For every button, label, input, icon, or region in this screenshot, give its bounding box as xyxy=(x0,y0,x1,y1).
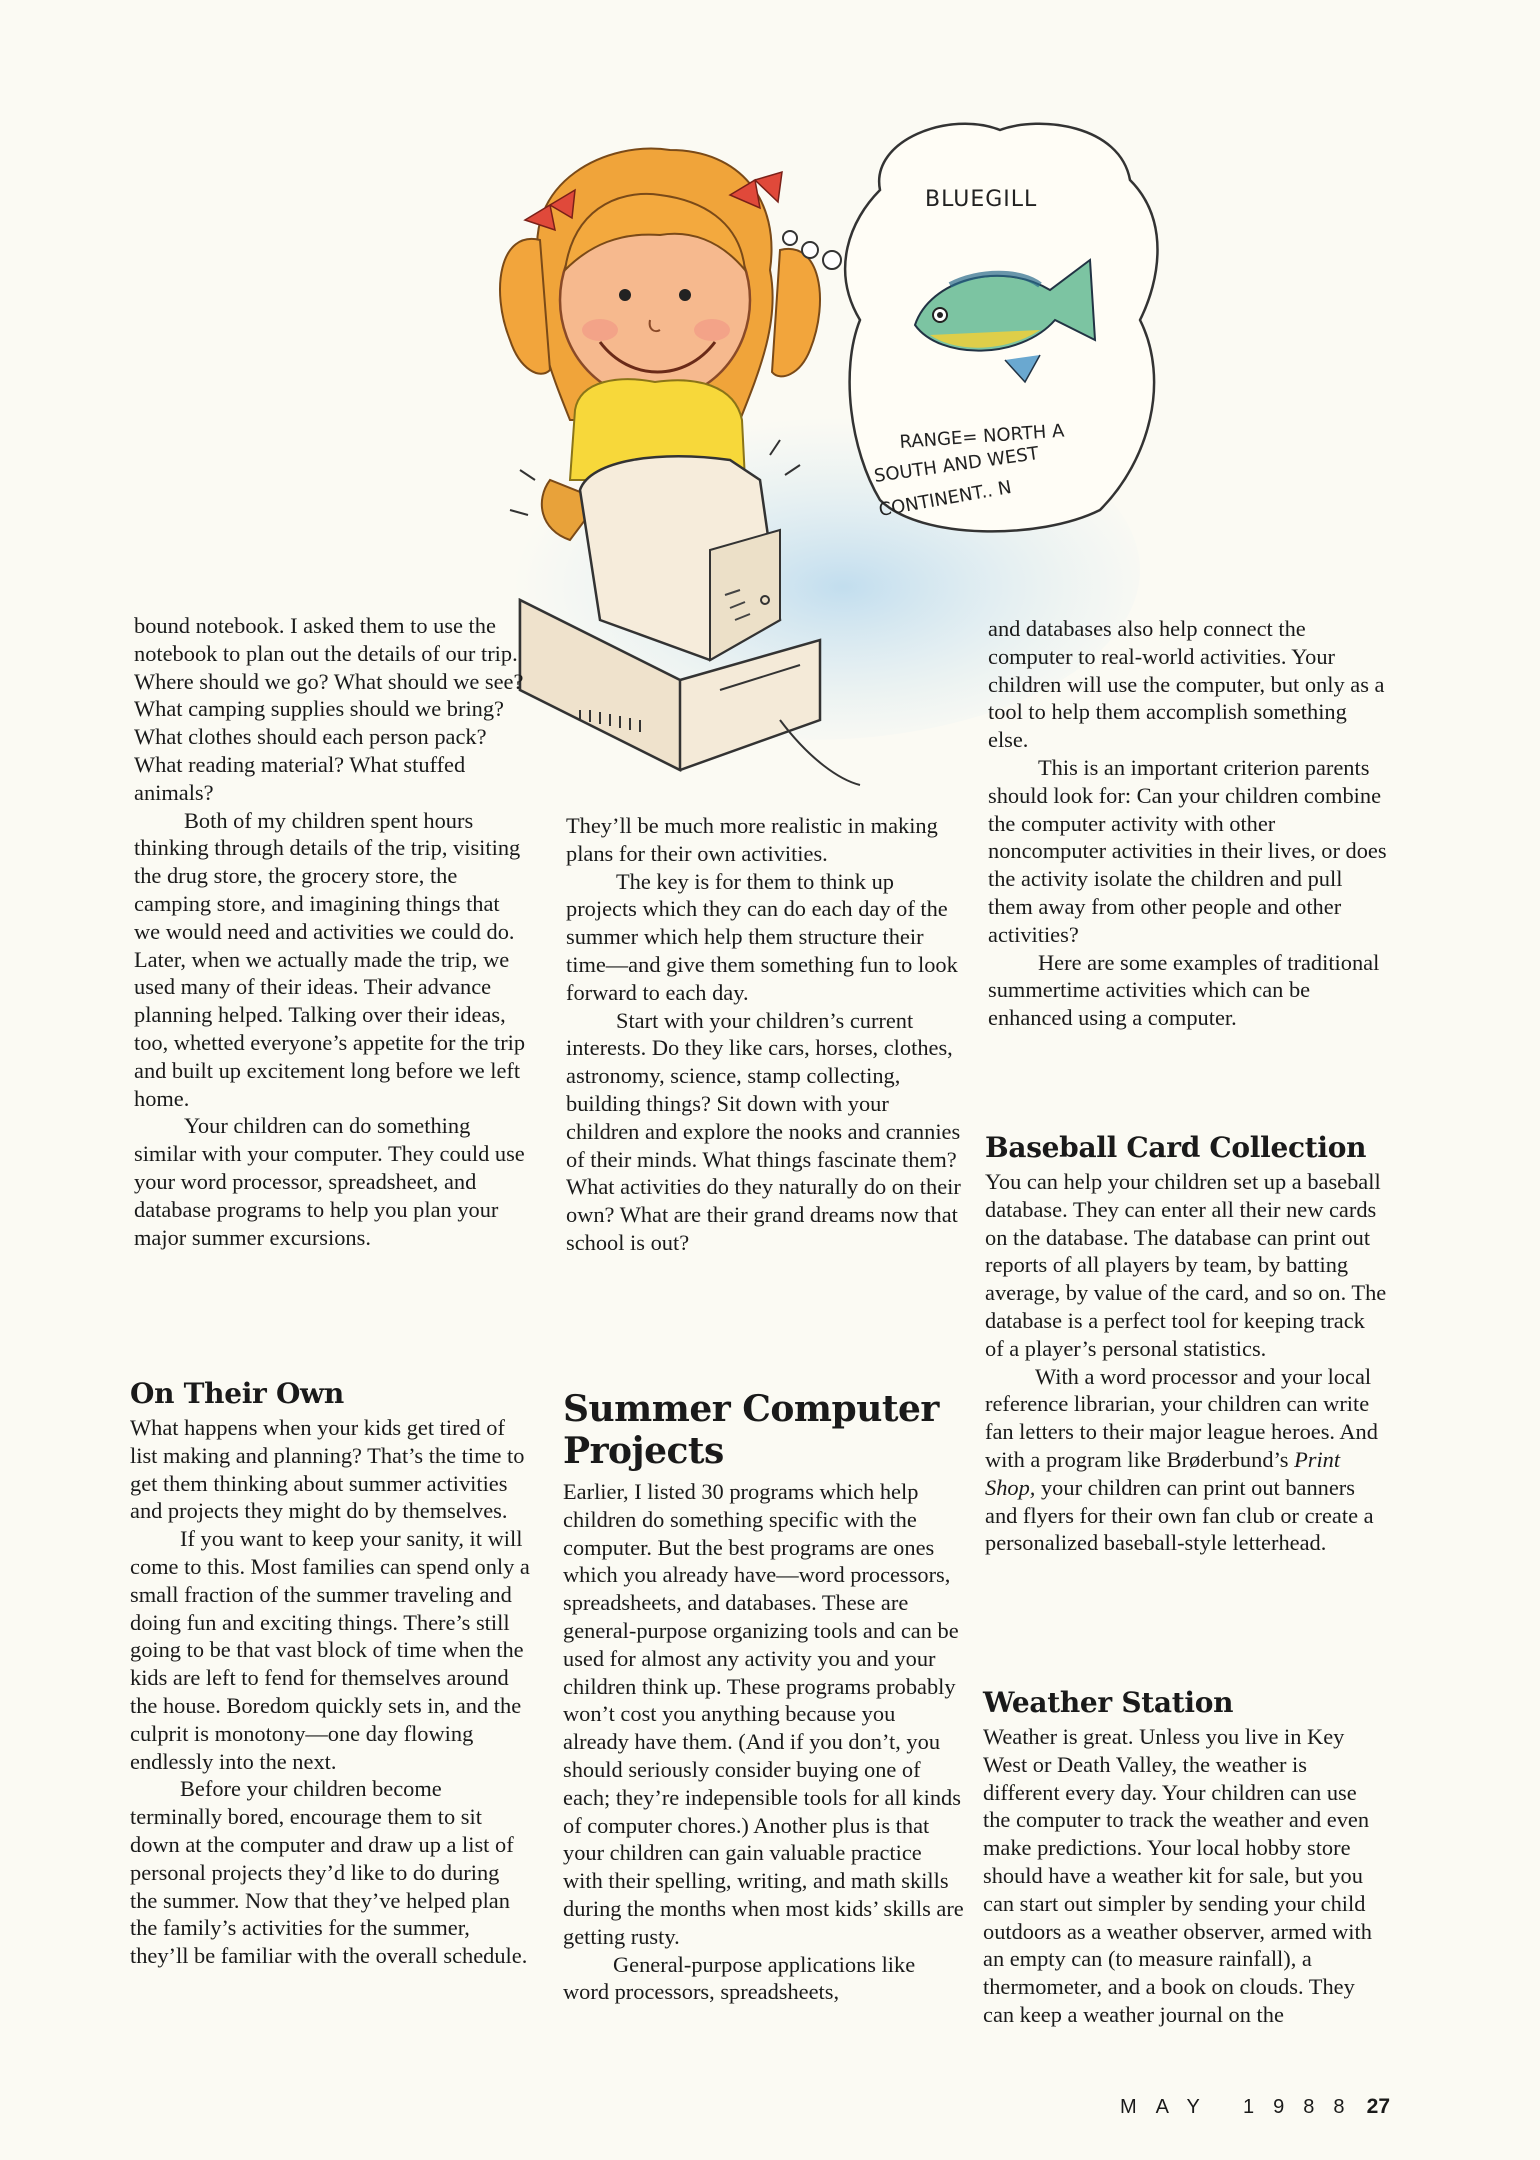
paragraph: Your children can do something similar with your computer. They could use your word processor, spreadsheet, and database programs to help you plan your major summer excursions. xyxy=(134,1113,525,1250)
paragraph: Both of my children spent hours thinking through details of the trip, visiting the drug store, the grocery store, the camping store, and imagining things that we would need and activities we could do. Later, when we actually made the trip, we used many of their ideas. Their advance planning helped. Talking over their ideas, too, whetted everyone’s appetite for the trip and built up excitement long before we left home. xyxy=(134,807,526,1111)
paragraph: If you want to keep your sanity, it will come to this. Most families can spend only a small fraction of the summer traveling and doing fun and exciting things. There’s still going to be that vast block of time when the kids are left to fend for themselves around the house. Boredom quickly sets in, and the culprit is monotony—one day flowing endlessly into the next. xyxy=(130,1526,530,1774)
paragraph: Earlier, I listed 30 programs which help children do something specific with the computer. But the best programs are ones which you already have—word processors, spreadsheets, and databases. These are general-purpose organizing tools and can be used for almost any activity you and your children think up. These programs probably won’t cost you anything because you already have them. (And if you don’t, you should seriously consider buying one of each; they’re indepensible tools for all kinds of computer chores.) Another plus is that your children can gain valuable practice with their spelling, writing, and math skills during the months when most kids’ skills are getting rusty. xyxy=(563,1479,964,1949)
paragraph: What happens when your kids get tired of list making and planning? That’s the time to get them thinking about summer activities and projects they might do by themselves. xyxy=(130,1415,525,1524)
column-3-section-weather xyxy=(983,1687,1389,2029)
paragraph: The key is for them to think up projects which they can do each day of the summer which help them structure their time—and give them something fun to look forward to each day. xyxy=(566,868,958,1005)
column-2 xyxy=(566,812,962,1257)
bubble-line-1: RANGE= NORTH A xyxy=(898,420,1066,453)
paragraph: Before your children become terminally bored, encourage them to sit down at the computer and draw up a list of personal projects they’d like to do during the summer. Now that they’ve helped plan the family’s activities for the summer, they’ll be familiar with the overall schedule. xyxy=(130,1776,528,1969)
column-1-section xyxy=(130,1378,532,1970)
column-1 xyxy=(134,612,528,1251)
paragraph: bound notebook. I asked them to use the notebook to plan out the details of our trip. Where should we go? What should we see? What camping supplies should we bring? What clothes should each person pack? What reading material? What stuffed animals? xyxy=(134,613,524,805)
print-shop-title: Print Shop, xyxy=(985,1446,1341,1500)
column-3 xyxy=(988,615,1388,1032)
paragraph: and databases also help connect the computer to real-world activities. Your children will use the computer, but only as a tool to help them accomplish something else. xyxy=(988,616,1385,753)
bubble-line-3: CONTINENT.. N xyxy=(877,476,1014,521)
paragraph: General-purpose applications like word processors, spreadsheets, xyxy=(563,1951,916,2005)
paragraph: With a word processor and your local reference librarian, your children can write fan letters to their major league heroes. And with a program like Brøderbund’s Print Shop, your children can print out banners and flyers for their own fan club or create a personalized baseball-style letterhead. xyxy=(985,1363,1378,1556)
paragraph: Weather is great. Unless you live in Key West or Death Valley, the weather is different every day. Your children can use the computer to track the weather and even make predictions. Your local hobby store should have a weather kit for sale, but you can start out simpler by sending your child outdoors as a weather observer, armed with an empty can (to measure rainfall), a thermometer, and a book on clouds. They can keep a weather journal on the xyxy=(983,1724,1372,2027)
heading-summer-computer-projects: Summer Computer Projects xyxy=(563,1388,939,1472)
subheading-on-their-own: On Their Own xyxy=(130,1377,344,1410)
page-number: 27 xyxy=(1366,2095,1390,2118)
column-2-section xyxy=(563,1388,965,2006)
subheading-weather-station: Weather Station xyxy=(983,1686,1234,1719)
column-3-section-baseball xyxy=(985,1132,1389,1557)
paragraph: This is an important criterion parents should look for: Can your children combine the computer activity with other noncomputer activities in their lives, or does the activity isolate the children and pull them away from other people and other activities? xyxy=(988,754,1387,947)
issue-date: MAY 1988 xyxy=(1120,2096,1364,2118)
page-footer xyxy=(1120,2095,1390,2119)
paragraph: Start with your children’s current interests. Do they like cars, horses, clothes, astronomy, science, stamp collecting, building things? Sit down with your children and explore the nooks and crannies of their minds. What things fascinate them? What activities do they naturally do on their own? What are their grand dreams now that school is out? xyxy=(566,1007,961,1255)
paragraph: They’ll be much more realistic in making plans for their own activities. xyxy=(566,813,938,866)
paragraph: Here are some examples of traditional summertime activities which can be enhanced using a computer. xyxy=(988,949,1380,1031)
subheading-baseball-card-collection: Baseball Card Collection xyxy=(985,1131,1367,1164)
bubble-line-2: SOUTH AND WEST xyxy=(872,443,1041,487)
bubble-title: BLUEGILL xyxy=(925,187,1038,212)
paragraph: You can help your children set up a baseball database. They can enter all their new cards on the database. The database can print out reports of all players by team, by batting average, by value of the card, and so on. The database is a perfect tool for keeping track of a player’s personal statistics. xyxy=(985,1169,1387,1361)
